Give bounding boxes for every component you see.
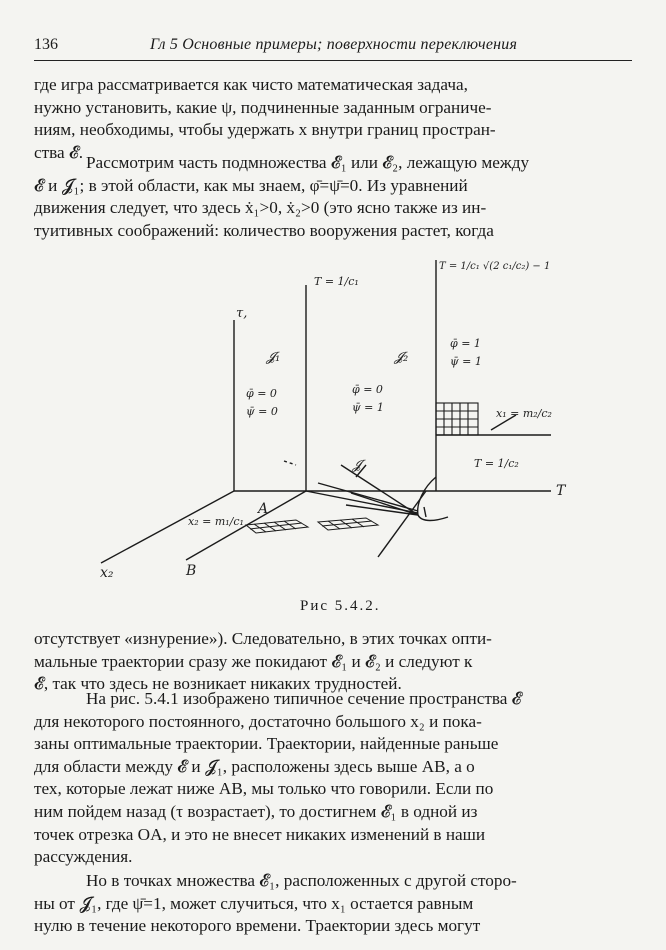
t-axis-label: T [556,483,566,499]
text-line: рассуждения. [34,847,133,867]
text-line: туитивных соображений: количество вооружения растет, когда [34,220,494,240]
text-line: мальные траектории сразу же покидают 𝓔₁ и 𝓔₂ и следуют к [34,651,473,671]
text-line: точек отрезка OA, и это не внесет никаких изменений в наши [34,824,486,844]
text-line: ниям, необходимы, чтобы удержать x внутри границ простран- [34,120,496,140]
region1-phi: φ̄ = 0 [246,387,277,400]
paragraph-4 [34,688,634,869]
figure-caption: Рис 5.4.2. [300,598,381,614]
x1-equation: x₁ = m₂/c₂ [496,407,552,420]
text-line: движения следует, что здесь ẋ₁>0, ẋ₂>0 (это ясно также из ин- [34,198,487,218]
text-line: ны от 𝓙₁, где ψ̄=1, может случиться, что x₁ остается равным [34,893,474,913]
grid-upper [436,403,478,435]
tau-label: τ, [236,306,248,321]
figure-5-4-2 [96,255,576,585]
text-line: нужно установить, какие ψ, подчиненные заданным ограниче- [34,97,492,117]
dash-mark [284,461,296,465]
t-eq-1-over-c1: T = 1/c₁ [314,275,359,288]
region2-phi: φ̄ = 0 [352,383,383,396]
j-label: 𝓙 [352,458,361,473]
point-b-label: B [186,563,197,579]
page-number: 136 [34,36,58,53]
region3-psi: ψ̄ = 1 [450,355,482,368]
text-line: ства 𝓔. [34,142,84,162]
point-a-label: A [258,501,269,517]
paragraph-5 [34,870,634,938]
text-line: 𝓔, так что здесь не возникает никаких трудностей. [34,674,402,694]
text-line: ним пойдем назад (τ возрастает), то достигнем 𝓔₁ в одной из [34,801,478,821]
page-header [34,34,634,58]
switching-curve [418,477,448,521]
text-line: На рис. 5.4.1 изображено типичное сечение пространства 𝓔 [86,689,522,708]
text-line: Рассмотрим часть подмножества 𝓔₁ или 𝓔₂, лежащую между [86,153,530,172]
text-line: где игра рассматривается как чисто математическая задача, [34,75,468,94]
running-title: Гл 5 Основные примеры; поверхности переключения [150,36,518,53]
region3-phi: φ̄ = 1 [450,337,481,350]
dash-mark [424,507,426,517]
paragraph-3 [34,628,634,696]
text-line: для области между 𝓔 и 𝓙₁, расположены здесь выше AB, а о [34,756,475,776]
text-line: заны оптимальные траектории. Траектории, найденные раньше [34,734,499,754]
trajectory [306,491,418,513]
t-eq-1-over-c2: T = 1/c₂ [474,457,519,470]
x2-equation: x₂ = m₁/c₁ [188,515,244,528]
paragraph-2 [34,152,634,242]
region2-psi: ψ̄ = 1 [352,401,384,414]
text-line: отсутствует «изнурение»). Следовательно, в этих точках опти- [34,629,492,648]
text-line: для некоторого постоянного, достаточно большого x₂ и пока- [34,711,482,731]
text-line: 𝓔 и 𝓙₁; в этой области, как мы знаем, φ̄=ψ̄=0. Из уравнений [34,175,468,195]
header-rule [34,60,632,61]
region1-psi: ψ̄ = 0 [246,405,278,418]
j2-label: 𝓙₂ [394,350,409,365]
x2-axis-label: x₂ [100,565,114,581]
grid-ground [246,518,378,533]
t-eq-sqrt: T = 1/c₁ √(2 c₁/c₂) − 1 [439,261,551,272]
j1-label: 𝓙₁ [266,350,281,365]
paragraph-1 [34,74,634,164]
text-line: тех, которые лежат ниже AB, мы только что говорили. Если по [34,779,494,799]
text-line: нулю в течение некоторого времени. Траектории здесь могут [34,916,481,936]
text-line: Но в точках множества 𝓔₁, расположенных с другой сторо- [86,871,517,890]
